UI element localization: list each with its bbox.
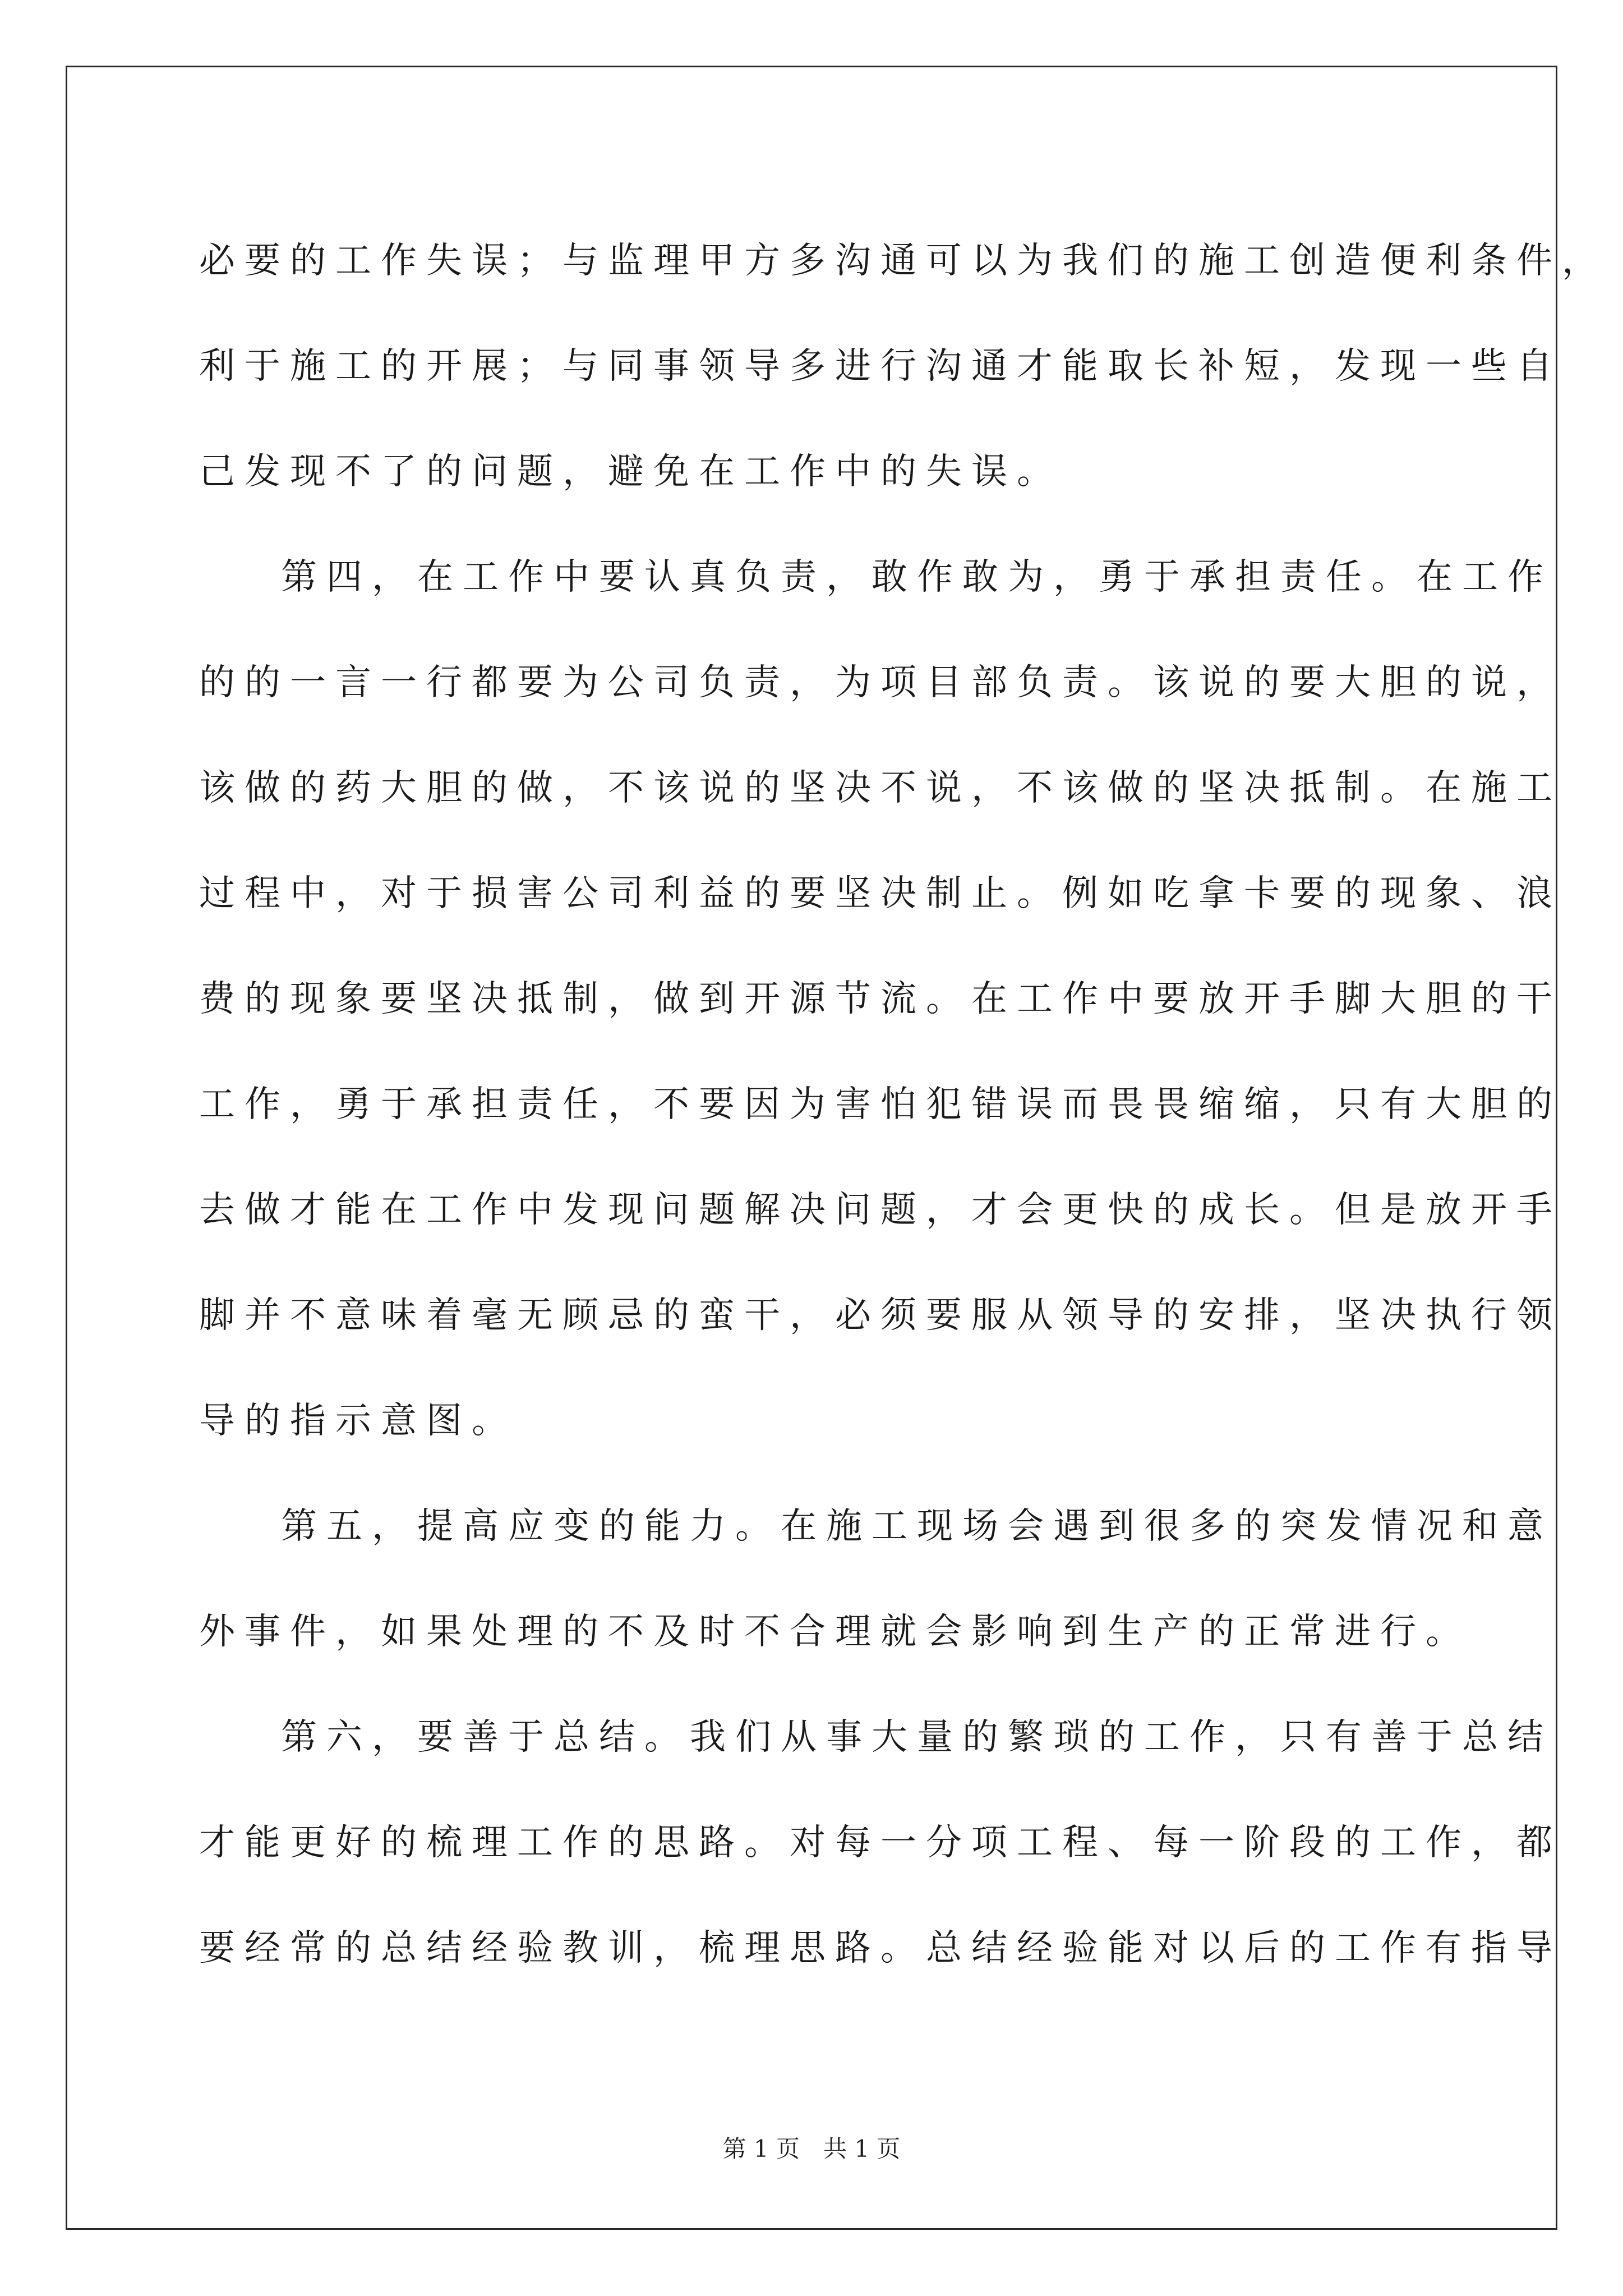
text-line: 该做的药大胆的做，不该说的坚决不说，不该做的坚决抵制。在施工: [199, 767, 1562, 809]
text-line: 去做才能在工作中发现问题解决问题，才会更快的成长。但是放开手: [199, 1189, 1562, 1231]
text-line: 导的指示意图。: [199, 1400, 517, 1442]
text-line: 的的一言一行都要为公司负责，为项目部负责。该说的要大胆的说，: [199, 662, 1562, 703]
text-line: 脚并不意味着毫无顾忌的蛮干，必须要服从领导的安排，坚决执行领: [199, 1295, 1562, 1336]
text-line: 必要的工作失误；与监理甲方多沟通可以为我们的施工创造便利条件，: [199, 240, 1607, 282]
text-line: 利于施工的开展；与同事领导多进行沟通才能取长补短，发现一些自: [199, 346, 1562, 387]
document-body: [199, 208, 1607, 2001]
page-number-label: 第 1 页 共 1 页: [722, 2135, 901, 2162]
paragraph-first-line: 第六，要善于总结。我们从事大量的繁琐的工作，只有善于总结: [281, 1717, 1553, 1758]
page-footer: [0, 2132, 1623, 2166]
text-line: 己发现不了的问题，避免在工作中的失误。: [199, 451, 1062, 493]
text-line: 要经常的总结经验教训，梳理思路。总结经验能对以后的工作有指导: [199, 1927, 1562, 1969]
text-line: 过程中，对于损害公司利益的要坚决制止。例如吃拿卡要的现象、浪: [199, 873, 1562, 914]
text-line: 工作，勇于承担责任，不要因为害怕犯错误而畏畏缩缩，只有大胆的: [199, 1084, 1562, 1125]
paragraph-first-line: 第四，在工作中要认真负责，敢作敢为，勇于承担责任。在工作: [281, 556, 1553, 598]
text-line: 才能更好的梳理工作的思路。对每一分项工程、每一阶段的工作，都: [199, 1822, 1562, 1864]
paragraph-first-line: 第五，提高应变的能力。在施工现场会遇到很多的突发情况和意: [281, 1506, 1553, 1547]
text-line: 外事件，如果处理的不及时不合理就会影响到生产的正常进行。: [199, 1611, 1471, 1653]
text-line: 费的现象要坚决抵制，做到开源节流。在工作中要放开手脚大胆的干: [199, 978, 1562, 1020]
